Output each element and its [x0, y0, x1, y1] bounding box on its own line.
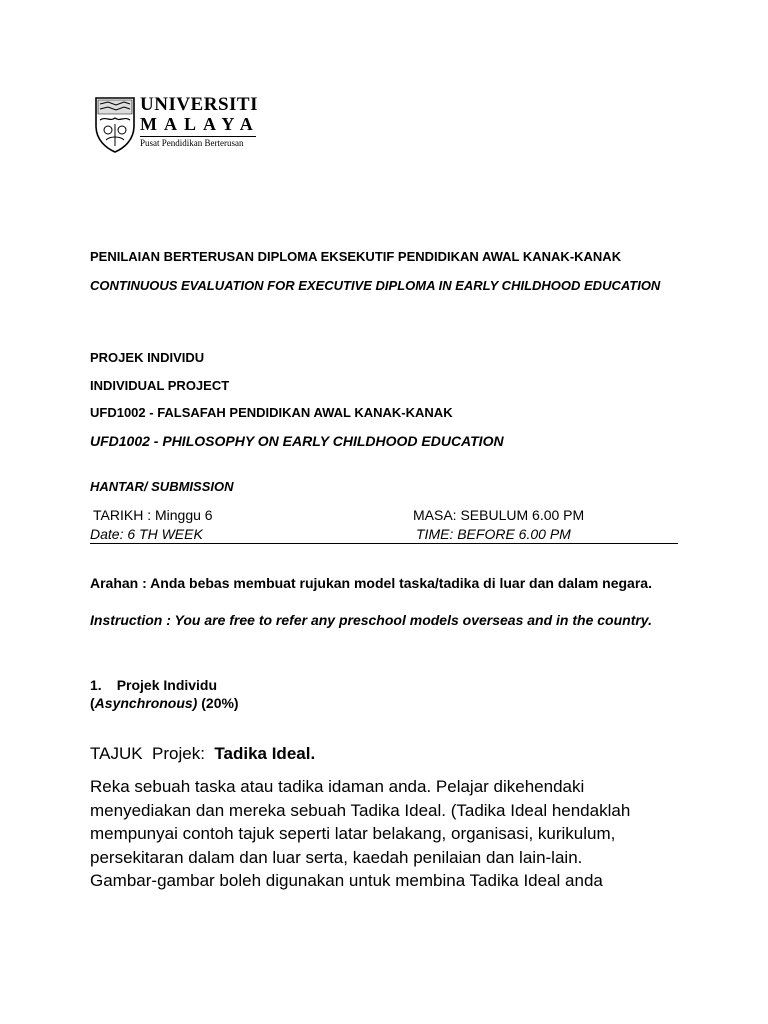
body-line-5: Gambar-gambar boleh digunakan untuk membina Tadika Ideal anda: [90, 871, 603, 890]
logo-divider: [140, 136, 256, 137]
body-line-2: menyediakan dan mereka sebuah Tadika Ideal. (Tadika Ideal hendaklah: [90, 800, 631, 820]
section-heading: [90, 677, 217, 693]
section-number: 1.: [90, 677, 102, 693]
project-english-label: INDIVIDUAL PROJECT: [90, 378, 230, 393]
logo-name-line1: UNIVERSITI: [140, 94, 258, 115]
masa-field: MASA: SEBULUM 6.00 PM: [413, 507, 585, 523]
body-line-4: persekitaran dalam dan luar serta, kaedah penilaian dan lain-lain.: [90, 847, 583, 867]
crest-icon: [94, 96, 136, 154]
date-field: Date: 6 TH WEEK: [90, 526, 203, 542]
topic-title: Tadika Ideal.: [214, 744, 316, 763]
section-paren: (: [90, 695, 95, 711]
divider-rule: [90, 543, 678, 544]
section-mode-line: [90, 695, 239, 711]
time-field: TIME: BEFORE 6.00 PM: [416, 526, 571, 542]
section-mode: Asynchronous): [94, 695, 198, 711]
project-malay-label: PROJEK INDIVIDU: [90, 350, 205, 365]
course-english: UFD1002 - PHILOSOPHY ON EARLY CHILDHOOD EDUCATION: [90, 433, 504, 449]
section-weight: (20%): [197, 695, 239, 711]
logo-name-line2: MALAYA: [140, 114, 260, 134]
english-title: CONTINUOUS EVALUATION FOR EXECUTIVE DIPLOMA IN EARLY CHILDHOOD EDUCATION: [90, 278, 661, 293]
course-malay: UFD1002 - FALSAFAH PENDIDIKAN AWAL KANAK-KANAK: [90, 405, 453, 420]
tarikh-field: TARIKH : Minggu 6: [93, 507, 213, 523]
body-line-1: Reka sebuah taska atau tadika idaman anda. Pelajar dikehendaki: [90, 777, 585, 796]
section-title: Projek Individu: [116, 677, 218, 693]
topic-line: [90, 744, 315, 764]
logo-subtitle: Pusat Pendidikan Berterusan: [140, 138, 244, 148]
university-logo: [94, 96, 264, 156]
body-line-3: mempunyai contoh tajuk seperti latar belakang, organisasi, kurikulum,: [90, 824, 616, 843]
arahan-text: Arahan : Anda bebas membuat rujukan model taska/tadika di luar dan dalam negara.: [90, 575, 652, 591]
topic-label: TAJUK Projek:: [90, 744, 215, 763]
instruction-text: Instruction : You are free to refer any preschool models overseas and in the country.: [90, 612, 652, 628]
body-paragraph: [90, 775, 670, 893]
submission-heading: HANTAR/ SUBMISSION: [90, 479, 234, 494]
malay-title: PENILAIAN BERTERUSAN DIPLOMA EKSEKUTIF PENDIDIKAN AWAL KANAK-KANAK: [90, 249, 622, 264]
